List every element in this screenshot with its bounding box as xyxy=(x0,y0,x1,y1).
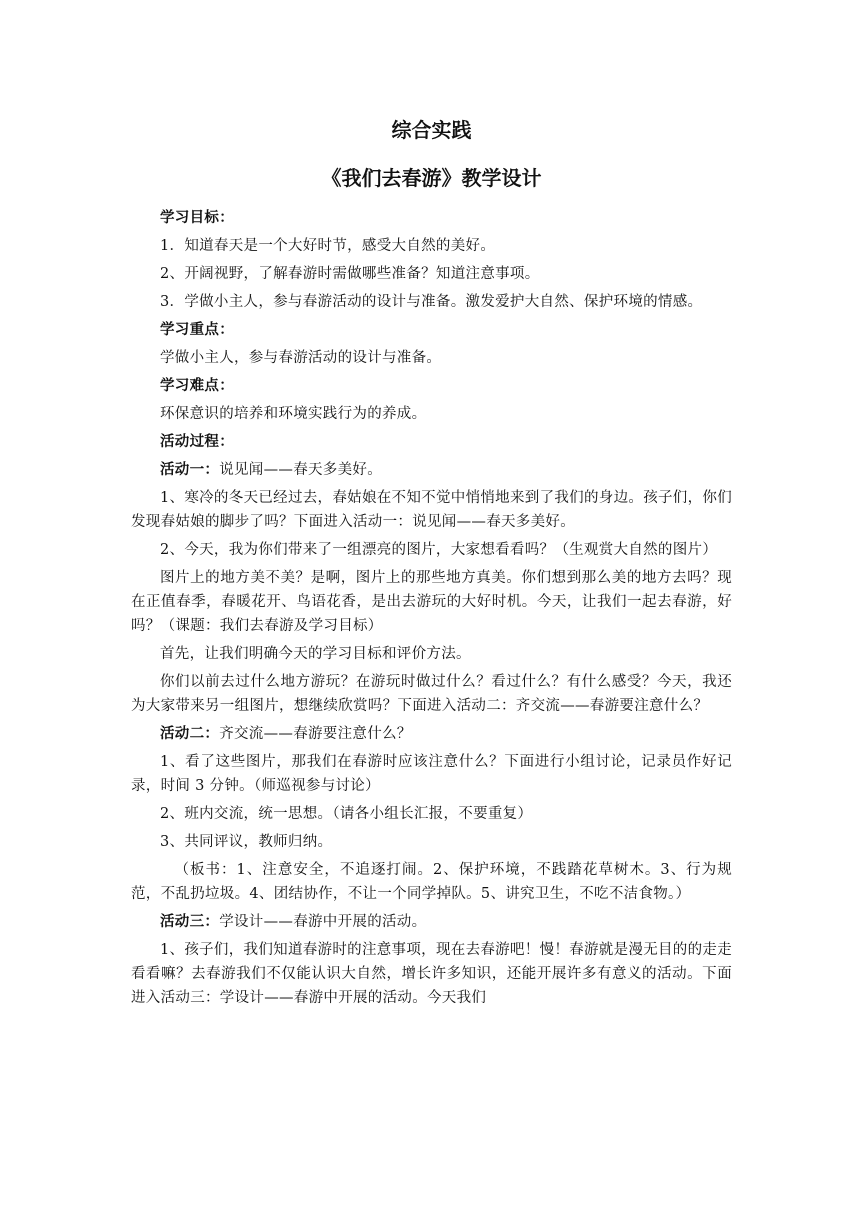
paragraph-text: 首先，让我们明确今天的学习目标和评价方法。 xyxy=(160,646,471,662)
document-title: 综合实践 xyxy=(391,118,472,142)
body-paragraph xyxy=(131,346,732,370)
body-paragraph xyxy=(131,750,732,798)
section-heading xyxy=(131,318,732,342)
paragraph-text: 2、开阔视野，了解春游时需做哪些准备？知道注意事项。 xyxy=(160,266,540,282)
section-heading xyxy=(131,430,732,454)
body-paragraph xyxy=(131,538,732,562)
body-paragraph xyxy=(131,234,732,258)
paragraph-text: 齐交流——春游要注意什么？ xyxy=(219,726,412,742)
body-paragraph xyxy=(131,910,732,934)
paragraph-text: （板书：1、注意安全，不追逐打闹。2、保护环境，不践踏花草树木。3、行为规范，不乱扔垃圾。4、团结协作，不让一个同学掉队。5、讲究卫生，不吃不洁食物。） xyxy=(131,862,732,902)
body-paragraph xyxy=(131,566,732,638)
body-paragraph xyxy=(131,670,732,718)
paragraph-text: 1、孩子们，我们知道春游时的注意事项，现在去春游吧！慢！春游就是漫无目的的走走看看嘛？去春游我们不仅能认识大自然，增长许多知识，还能开展许多有意义的活动。下面进入活动三：学设计——春游中开展的活动。今天我们 xyxy=(131,942,732,1006)
paragraph-text: 1．知道春天是一个大好时节，感受大自然的美好。 xyxy=(160,238,496,254)
paragraph-text: 学设计——春游中开展的活动。 xyxy=(219,914,427,930)
paragraph-lead: 学习重点： xyxy=(160,321,234,338)
paragraph-text: 1、看了这些图片，那我们在春游时应该注意什么？下面进行小组讨论，记录员作好记录，时间 3 分钟。（师巡视参与讨论） xyxy=(131,754,732,794)
body-paragraph xyxy=(131,802,732,826)
document-subtitle: 《我们去春游》教学设计 xyxy=(321,166,542,190)
paragraph-text: 你们以前去过什么地方游玩？在游玩时做过什么？看过什么？有什么感受？今天，我还为大家带来另一组图片，想继续欣赏吗？下面进入活动二：齐交流——春游要注意什么？ xyxy=(131,674,732,714)
paragraph-lead: 活动过程： xyxy=(160,433,234,450)
body-paragraph xyxy=(131,458,732,482)
section-heading xyxy=(131,206,732,230)
paragraph-text: 说见闻——春天多美好。 xyxy=(219,462,383,478)
body-paragraph xyxy=(131,290,732,314)
document-page xyxy=(131,112,732,1014)
body-paragraph xyxy=(131,830,732,854)
paragraph-text: 3．学做小主人，参与春游活动的设计与准备。激发爱护大自然、保护环境的情感。 xyxy=(160,294,703,310)
paragraph-lead: 活动二： xyxy=(160,725,220,742)
paragraph-lead: 活动一： xyxy=(160,461,220,478)
paragraph-lead: 学习难点： xyxy=(160,377,234,394)
paragraph-text: 2、今天，我为你们带来了一组漂亮的图片，大家想看看吗？（生观赏大自然的图片） xyxy=(160,542,718,558)
paragraph-lead: 学习目标： xyxy=(160,209,234,226)
body-paragraph xyxy=(131,858,732,906)
body-paragraph xyxy=(131,402,732,426)
paragraph-text: 图片上的地方美不美？是啊，图片上的那些地方真美。你们想到那么美的地方去吗？现在正值春季，春暖花开、鸟语花香，是出去游玩的大好时机。今天，让我们一起去春游，好吗？（课题：我们去春游及学习目标） xyxy=(131,570,732,634)
paragraph-text: 学做小主人，参与春游活动的设计与准备。 xyxy=(160,350,442,366)
body-paragraph xyxy=(131,938,732,1010)
paragraph-text: 2、班内交流，统一思想。（请各小组长汇报，不要重复） xyxy=(160,806,533,822)
paragraph-text: 1、寒冷的冬天已经过去，春姑娘在不知不觉中悄悄地来到了我们的身边。孩子们，你们发现春姑娘的脚步了吗？下面进入活动一：说见闻——春天多美好。 xyxy=(131,490,732,530)
paragraph-text: 3、共同评议，教师归纳。 xyxy=(160,834,333,850)
paragraph-lead: 活动三： xyxy=(160,913,220,930)
section-heading xyxy=(131,374,732,398)
body-paragraph xyxy=(131,262,732,286)
paragraph-text: 环保意识的培养和环境实践行为的养成。 xyxy=(160,406,427,422)
body-paragraph xyxy=(131,486,732,534)
body-paragraph xyxy=(131,642,732,666)
document-body xyxy=(131,206,732,1010)
body-paragraph xyxy=(131,722,732,746)
